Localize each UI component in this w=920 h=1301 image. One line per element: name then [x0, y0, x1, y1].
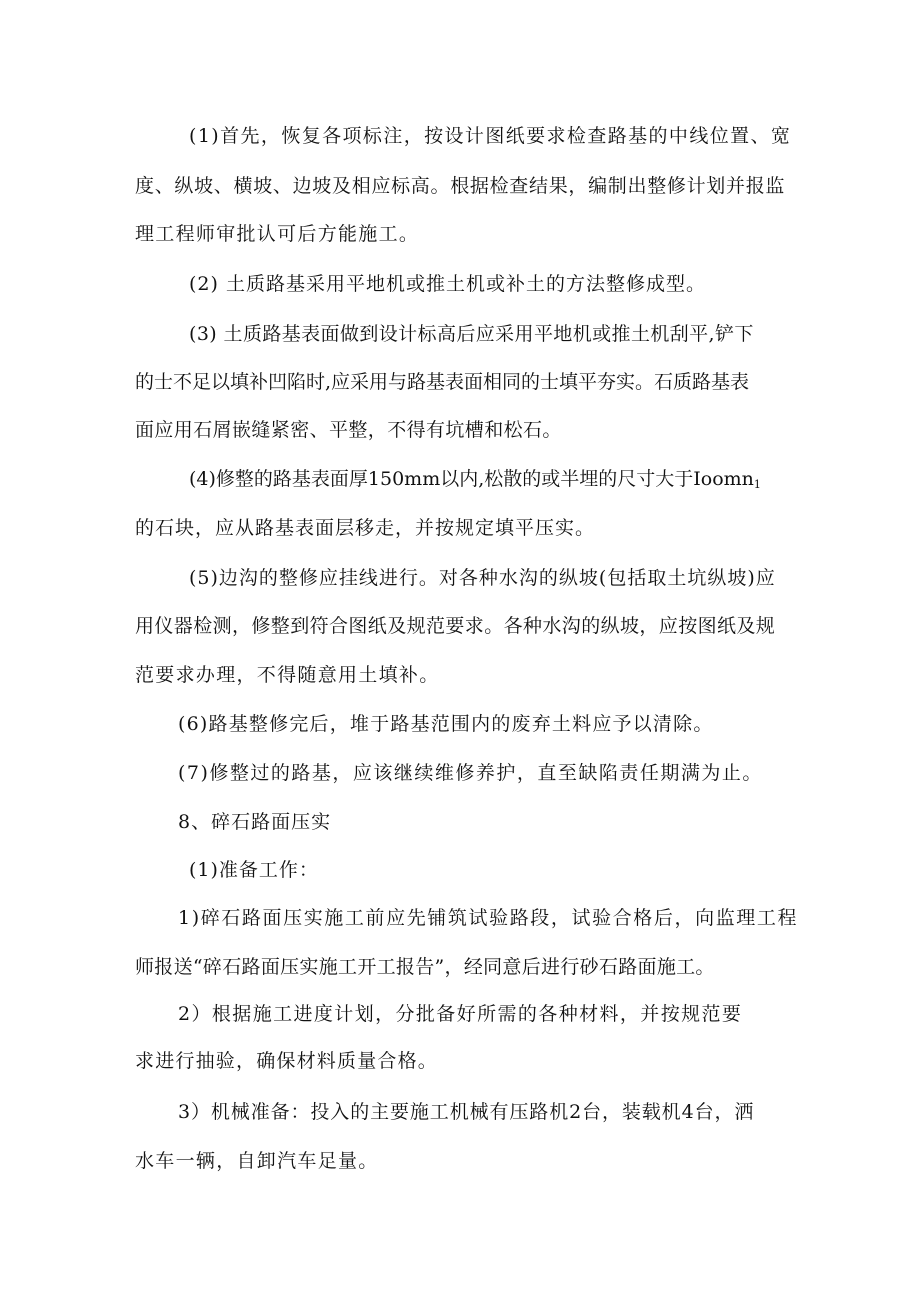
text-line: 面应用石屑嵌缝紧密、平整，不得有坑槽和松石。 [135, 419, 562, 441]
text-line: 1)碎石路面压实施工前应先铺筑试验路段，试验合格后，向监理工程 [178, 907, 799, 929]
text-line: (7)修整过的路基，应该继续维修养护，直至缺陷责任期满为止。 [178, 762, 763, 784]
section-heading: 8、碎石路面压实 [178, 811, 332, 833]
text-line: 度、纵坡、横坡、边坡及相应标高。根据检查结果，编制出整修计划并报监 [135, 175, 786, 197]
text-line: 2）根据施工进度计划，分批备好所需的各种材料，并按规范要 [178, 1003, 743, 1025]
text-line: 范要求办理，不得随意用土填补。 [135, 664, 440, 686]
text-line: (5)边沟的整修应挂线进行。对各种水沟的纵坡(包括取土坑纵坡)应 [189, 567, 776, 589]
text-line: 用仪器检测，修整到符合图纸及规范要求。各种水沟的纵坡，应按图纸及规 [135, 615, 776, 637]
text-line: 理工程师审批认可后方能施工。 [135, 223, 420, 245]
text-line: (3) 土质路基表面做到设计标高后应采用平地机或推土机刮平,铲下 [189, 323, 754, 345]
text-line: 3）机械准备：投入的主要施工机械有压路机2台，装载机4台，洒 [178, 1101, 755, 1123]
text-line: 师报送“碎石路面压实施工开工报告”，经同意后进行砂石路面施工。 [135, 956, 715, 978]
subscript: 1 [753, 478, 761, 491]
text-line-main: (4)修整的路基表面厚150mm以内,松散的或半埋的尺寸大于Ioomn [189, 468, 754, 490]
text-line: 求进行抽验，确保材料质量合格。 [135, 1050, 439, 1072]
text-line: (2) 土质路基采用平地机或推土机或补土的方法整修成型。 [189, 273, 706, 295]
text-line: 的石块，应从路基表面层移走，并按规定填平压实。 [135, 517, 596, 539]
text-line [189, 467, 761, 497]
text-line: (6)路基整修完后，堆于路基范围内的废弃土料应予以清除。 [178, 713, 714, 735]
text-line: (1)首先，恢复各项标注，按设计图纸要求检查路基的中线位置、宽 [189, 125, 792, 147]
text-line: 的士不足以填补凹陷时,应采用与路基表面相同的士填平夯实。石质路基表 [135, 371, 750, 393]
text-line: 水车一辆，自卸汽车足量。 [135, 1150, 379, 1172]
text-line: (1)准备工作： [189, 859, 319, 881]
